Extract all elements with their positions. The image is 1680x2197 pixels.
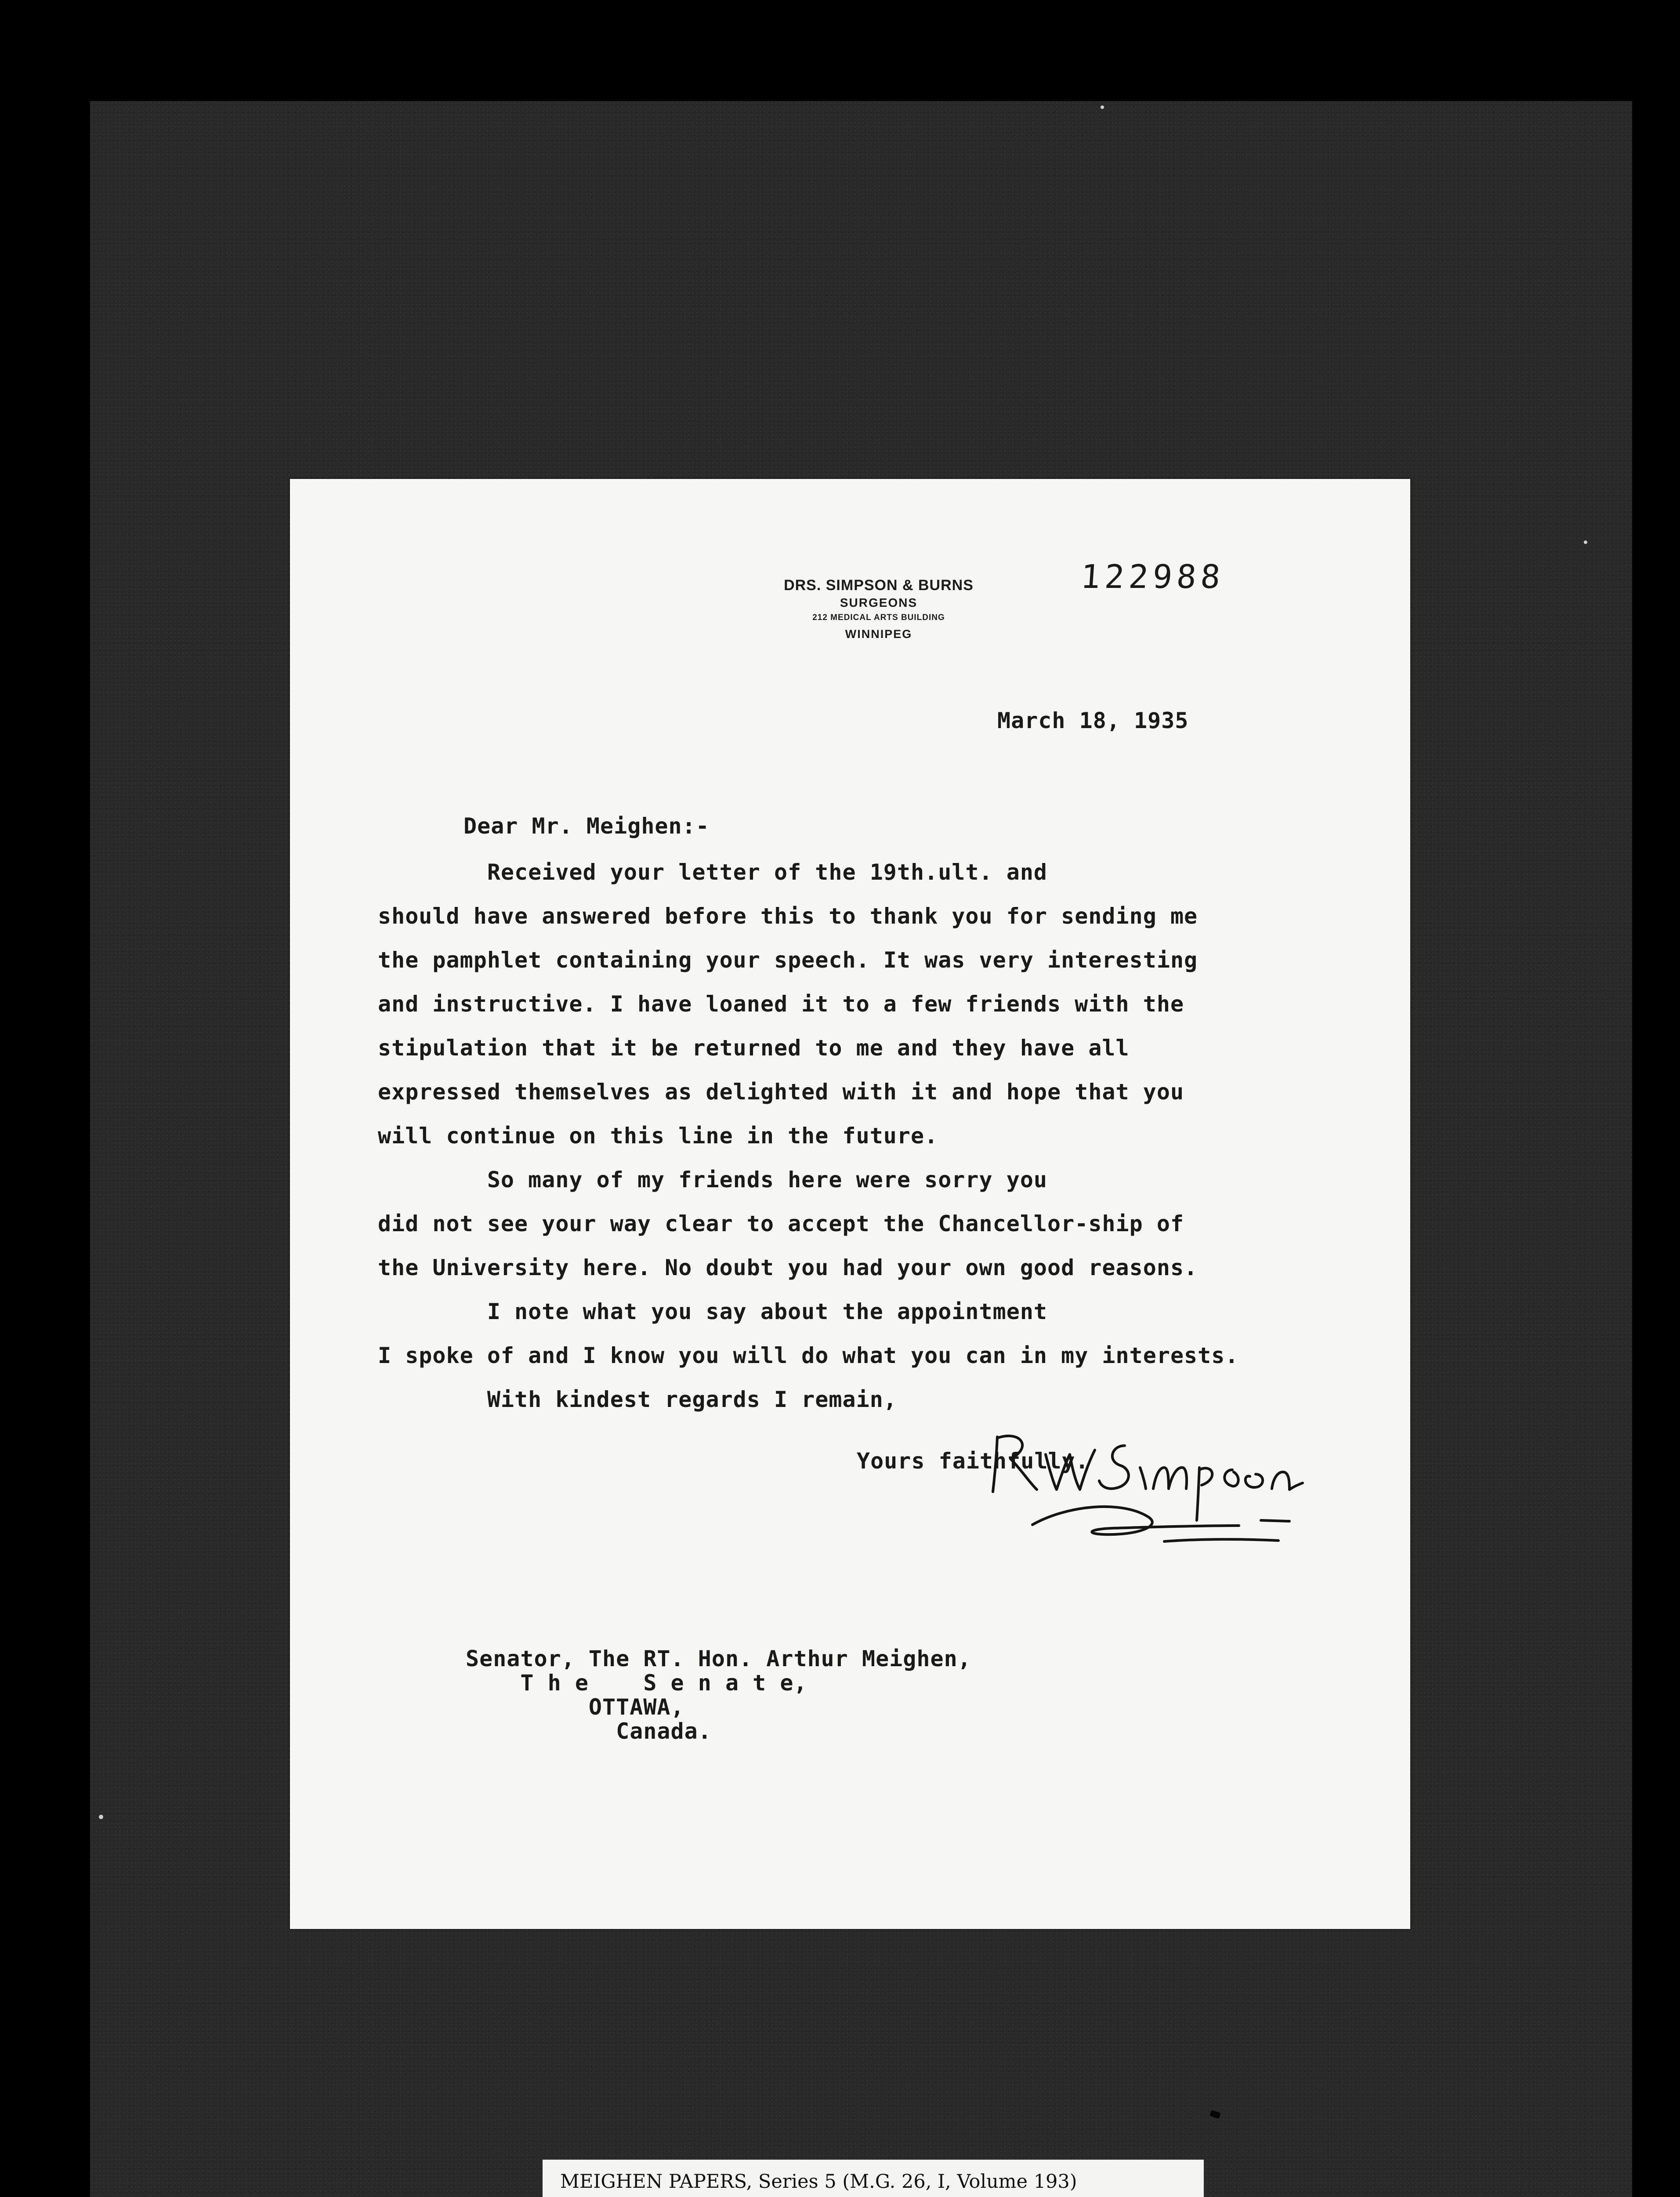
collection-reference-label: MEIGHEN PAPERS, Series 5 (M.G. 26, I, Volume 193) xyxy=(543,2160,1204,2197)
dust-speck xyxy=(1584,540,1587,544)
recipient-line: OTTAWA, xyxy=(466,1694,684,1720)
body-line: and instructive. I have loaned it to a few friends with the xyxy=(378,991,1184,1017)
body-line: the University here. No doubt you had your own good reasons. xyxy=(378,1255,1198,1280)
letterhead-address: 212 MEDICAL ARTS BUILDING xyxy=(812,613,945,622)
body-line: did not see your way clear to accept the Chancellor-ship of xyxy=(378,1211,1184,1236)
body-line: I note what you say about the appointment xyxy=(378,1299,1048,1324)
body-line: So many of my friends here were sorry you xyxy=(378,1167,1048,1193)
film-blemish xyxy=(1209,2110,1220,2119)
handwritten-signature xyxy=(980,1410,1331,1560)
letterhead-firm: DRS. SIMPSON & BURNS xyxy=(784,577,974,594)
letter-date: March 18, 1935 xyxy=(997,708,1189,733)
letter-salutation: Dear Mr. Meighen:- xyxy=(463,813,710,839)
body-line: I spoke of and I know you will do what you can in my interests. xyxy=(378,1343,1239,1368)
letterhead-profession: SURGEONS xyxy=(840,596,918,609)
letterhead-city: WINNIPEG xyxy=(845,627,912,641)
body-line: will continue on this line in the future. xyxy=(378,1123,938,1149)
body-line: Received your letter of the 19th.ult. and xyxy=(378,859,1048,885)
body-line: stipulation that it be returned to me and they have all xyxy=(378,1035,1130,1061)
dust-speck xyxy=(99,1815,103,1819)
recipient-line: Canada. xyxy=(466,1718,712,1744)
body-line: the pamphlet containing your speech. It was very interesting xyxy=(378,947,1198,973)
letter-page xyxy=(290,479,1410,1929)
recipient-line: T h e S e n a t e, xyxy=(466,1670,807,1696)
letter-closing: Yours faithfully. xyxy=(857,1448,1089,1474)
recipient-line: Senator, The RT. Hon. Arthur Meighen, xyxy=(466,1646,971,1671)
body-line: With kindest regards I remain, xyxy=(378,1387,897,1412)
document-number-stamp: 122988 xyxy=(1079,558,1226,596)
body-line: expressed themselves as delighted with it and hope that you xyxy=(378,1079,1184,1105)
dust-speck xyxy=(1101,105,1104,109)
body-line: should have answered before this to thank you for sending me xyxy=(378,903,1198,929)
